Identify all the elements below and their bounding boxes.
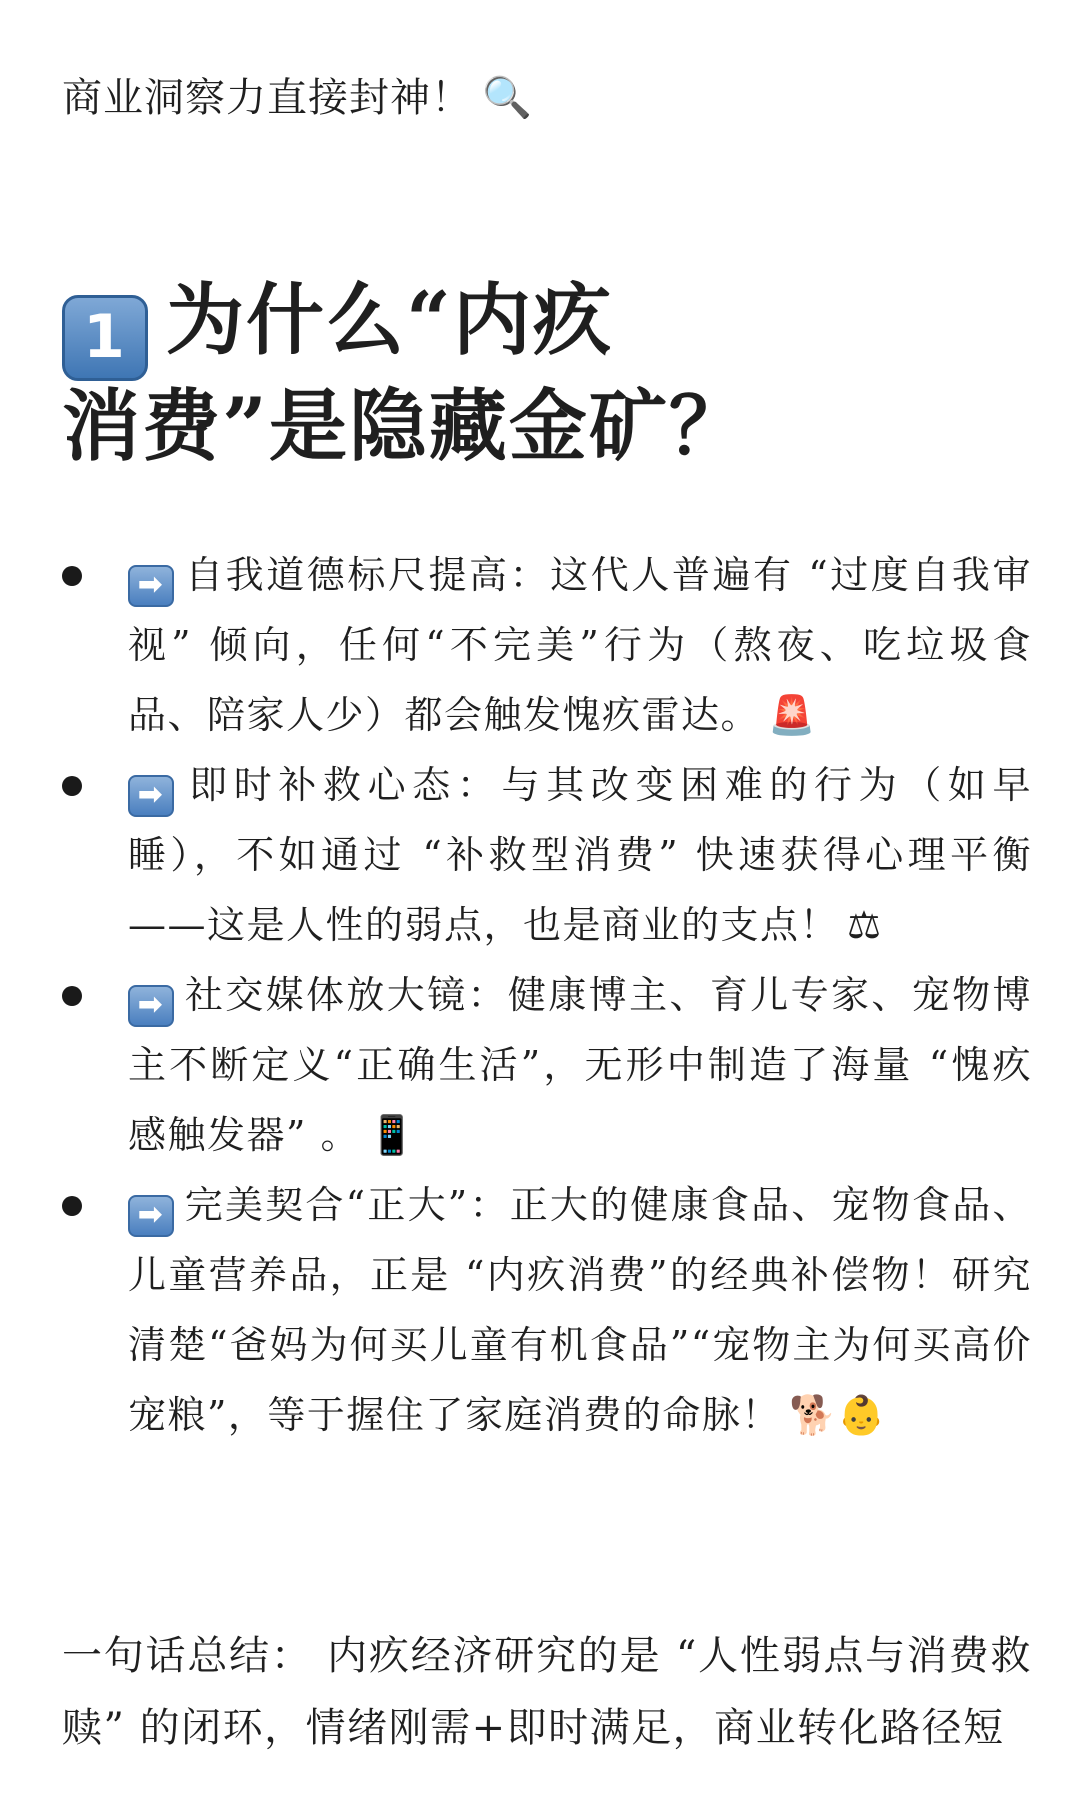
right-arrow-icon: ➡: [128, 565, 174, 607]
heading-line-2: 消费”是隐藏金矿？: [62, 381, 749, 472]
bullet-text: 自我道德标尺提高：这代人普遍有 “过度自我审视” 倾向，任何“不完美”行为（熬夜、吃垃圾食品、陪家人少）都会触发愧疚雷达。: [128, 553, 1032, 737]
bullet-item: [62, 960, 1032, 1170]
dog-baby-icon: 🐕👶: [788, 1393, 887, 1437]
bullet-item: [62, 1170, 1032, 1450]
siren-icon: 🚨: [768, 693, 817, 737]
keycap-number-icon: 1: [62, 295, 148, 381]
bullet-dot-icon: [62, 566, 82, 586]
balance-scale-icon: ⚖: [847, 903, 883, 947]
bullet-text: 完美契合“正大”：正大的健康食品、宠物食品、儿童营养品，正是 “内疚消费”的经典补偿物！研究清楚“爸妈为何买儿童有机食品”“宠物主为何买高价宠粮”，等于握住了家庭消费的命脉！: [128, 1183, 1032, 1437]
right-arrow-icon: ➡: [128, 775, 174, 817]
bullet-item: [62, 750, 1032, 960]
right-arrow-icon: ➡: [128, 985, 174, 1027]
bullet-dot-icon: [62, 1196, 82, 1216]
intro-text: 商业洞察力直接封神！: [62, 75, 472, 121]
bullet-text: 社交媒体放大镜：健康博主、育儿专家、宠物博主不断定义“正确生活”，无形中制造了海量 “愧疚感触发器” 。: [128, 973, 1032, 1157]
magnifier-icon: 🔍: [482, 75, 533, 121]
section-heading: [62, 275, 862, 473]
right-arrow-icon: ➡: [128, 1195, 174, 1237]
bullet-list: [62, 540, 1032, 1450]
bullet-item: [62, 540, 1032, 750]
summary-text: 一句话总结： 内疚经济研究的是 “人性弱点与消费救赎” 的闭环，情绪刚需+即时满足，商业转化路径短: [62, 1633, 1032, 1751]
summary-paragraph: [62, 1620, 1032, 1764]
mobile-phone-icon: 📱: [368, 1113, 417, 1157]
intro-line: [62, 70, 533, 126]
bullet-text: 即时补救心态：与其改变困难的行为（如早睡），不如通过 “补救型消费” 快速获得心理平衡——这是人性的弱点，也是商业的支点！: [128, 763, 1032, 947]
bullet-dot-icon: [62, 776, 82, 796]
bullet-dot-icon: [62, 986, 82, 1006]
heading-line-1: 为什么“内疚: [166, 275, 613, 366]
